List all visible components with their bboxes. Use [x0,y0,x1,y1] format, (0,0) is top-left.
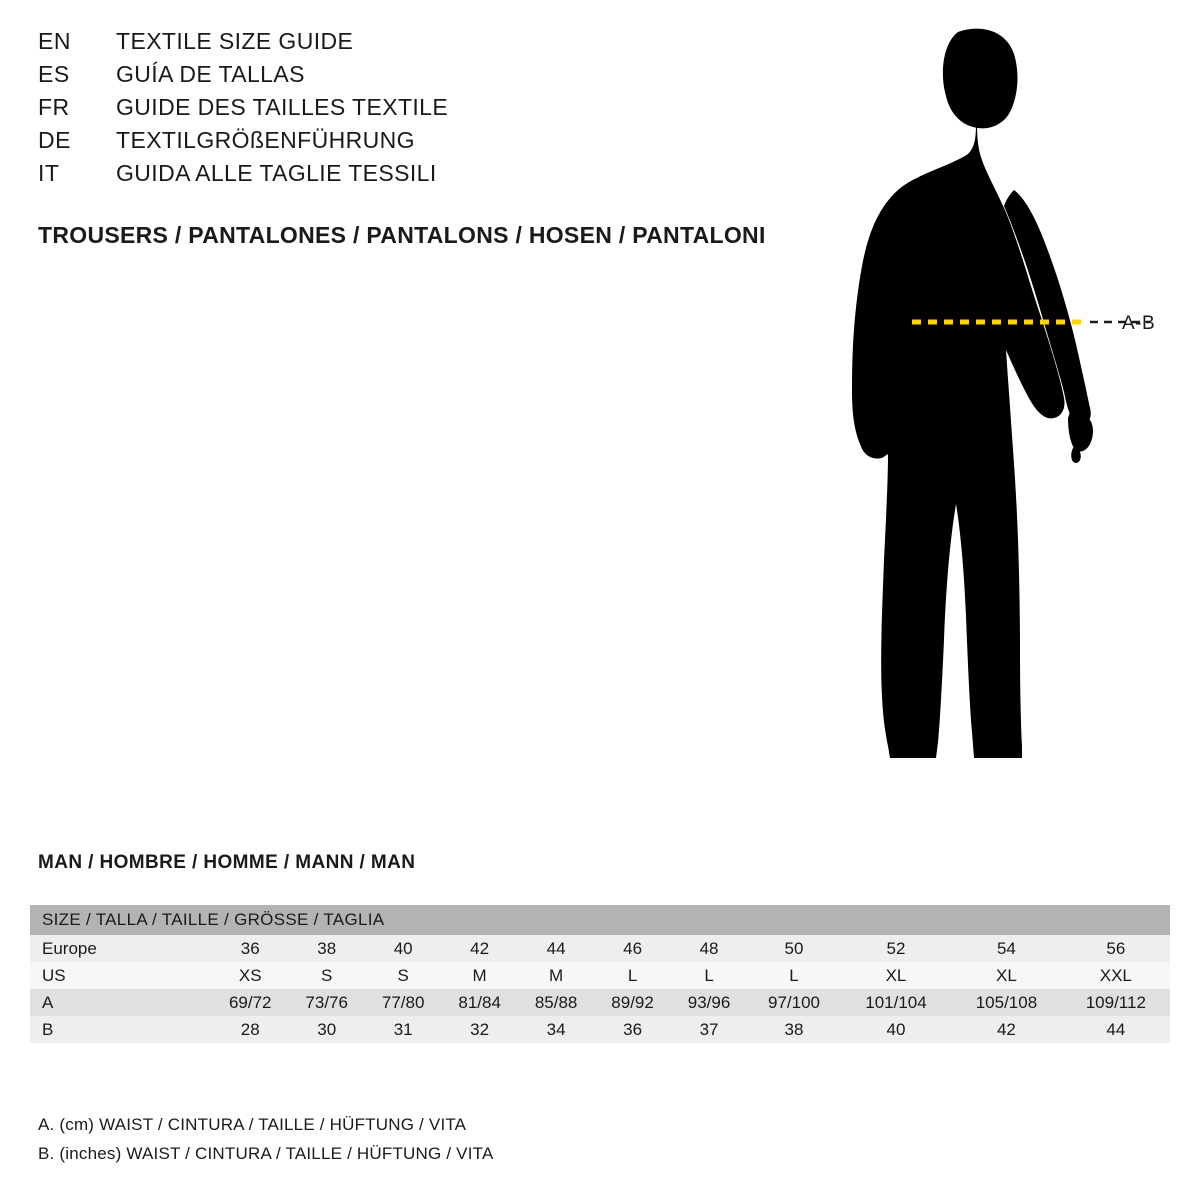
measure-label-ab: A-B [1122,313,1156,334]
table-header-row [30,905,1170,935]
table-cell: 40 [393,938,413,958]
table-cell: M [472,965,487,985]
table-cell: 77/80 [381,992,425,1012]
language-row [38,94,798,127]
row-label: B [42,1019,54,1039]
table-cell: 38 [784,1019,804,1039]
table-cell: 97/100 [768,992,821,1012]
language-code: DE [38,127,71,153]
language-text: GUIDE DES TAILLES TEXTILE [116,94,449,120]
table-cell: 109/112 [1085,992,1146,1012]
table-cell: 52 [886,938,906,958]
table-cell: 30 [317,1019,337,1039]
language-code: ES [38,61,70,87]
table-cell: 81/84 [458,992,501,1012]
table-cell: 32 [470,1019,490,1039]
table-cell: 73/76 [305,992,348,1012]
table-cell: XL [996,965,1017,985]
language-text: GUÍA DE TALLAS [116,61,305,87]
language-text: TEXTILGRÖßENFÜHRUNG [116,127,415,153]
table-row [30,1016,1170,1043]
language-text: GUIDA ALLE TAGLIE TESSILI [116,160,437,186]
table-cell: 40 [886,1019,906,1039]
table-cell: M [549,965,564,985]
size-table [30,905,1170,1043]
language-list [38,28,798,193]
table-cell: 28 [240,1019,260,1039]
language-row [38,28,798,61]
row-label: Europe [42,938,97,958]
language-code: EN [38,28,71,54]
table-cell: 46 [623,938,643,958]
table-cell: 56 [1106,938,1126,958]
table-cell: 54 [996,938,1016,958]
table-cell: L [704,965,714,985]
table-cell: 36 [240,938,260,958]
body-silhouette-figure [790,20,1190,810]
table-cell: XXL [1099,965,1132,985]
table-cell: 37 [699,1019,719,1039]
table-row [30,989,1170,1016]
language-row [38,127,798,160]
row-label: US [42,965,66,985]
table-cell: 44 [546,938,566,958]
table-row [30,935,1170,962]
garment-type-title: TROUSERS / PANTALONES / PANTALONS / HOSEN / PANTALONI [38,222,766,248]
table-row [30,962,1170,989]
table-cell: XL [885,965,907,985]
table-cell: 42 [470,938,490,958]
silhouette-svg [790,20,1190,810]
footnote-b: B. (inches) WAIST / CINTURA / TAILLE / HÜFTUNG / VITA [38,1144,494,1163]
table-cell: 101/104 [865,992,927,1012]
language-text: TEXTILE SIZE GUIDE [116,28,354,54]
footnote-a: A. (cm) WAIST / CINTURA / TAILLE / HÜFTUNG / VITA [38,1115,467,1134]
language-code: IT [38,160,60,186]
table-cell: 69/72 [228,992,272,1012]
language-code: FR [38,94,70,120]
table-cell: 93/96 [687,992,731,1012]
row-label: A [42,992,54,1012]
table-cell: S [397,965,409,985]
table-cell: S [321,965,333,985]
table-cell: 42 [996,1019,1016,1039]
table-cell: 85/88 [534,992,578,1012]
table-cell: 38 [317,938,337,958]
table-cell: 44 [1106,1019,1126,1039]
table-cell: 105/108 [975,992,1038,1012]
table-cell: 48 [699,938,719,958]
table-cell: 36 [623,1019,643,1039]
table-header-label: SIZE / TALLA / TAILLE / GRÖSSE / TAGLIA [42,910,385,929]
language-row [38,160,798,193]
table-cell: L [789,965,799,985]
table-cell: 89/92 [611,992,654,1012]
table-cell: L [627,965,638,985]
table-cell: 50 [784,938,804,958]
language-row [38,61,798,94]
footnotes [38,1110,494,1168]
table-cell: XS [238,965,262,985]
table-cell: 31 [393,1019,413,1039]
table-cell: 34 [546,1019,566,1039]
section-title-man: MAN / HOMBRE / HOMME / MANN / MAN [38,852,416,873]
